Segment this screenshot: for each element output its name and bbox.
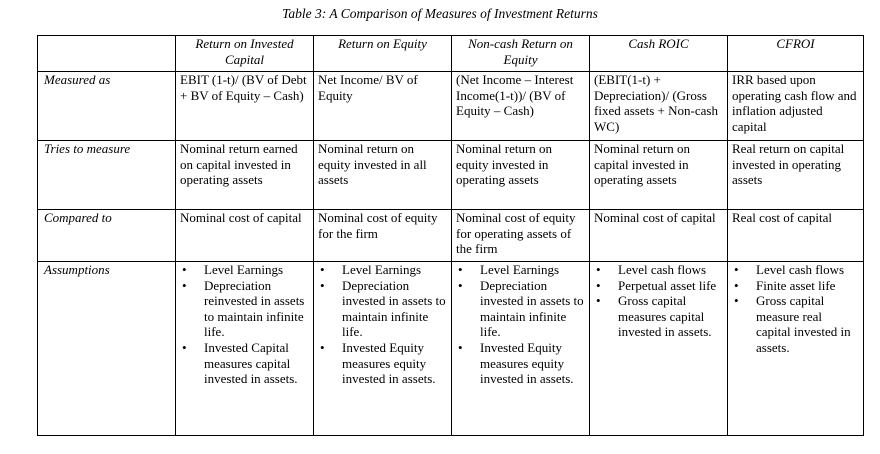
table-cell: Nominal return on capital invested in operating assets [590, 141, 728, 210]
list-item: • Depreciation invested in assets to maintain infinite life. [458, 277, 584, 340]
row-label-assumptions: Assumptions [38, 262, 176, 436]
row-label-tries-to-measure: Tries to measure [38, 141, 176, 210]
column-header-cfroi: CFROI [728, 36, 864, 72]
table-row-tries-to-measure [38, 141, 864, 210]
comparison-table [37, 35, 864, 436]
bullet-list [180, 262, 309, 387]
bullet-icon: • [182, 339, 187, 355]
bullet-icon: • [458, 262, 463, 277]
list-item: • Finite asset life [734, 277, 836, 293]
column-header-roic: Return on Invested Capital [176, 36, 314, 72]
bullet-list [594, 262, 723, 340]
list-item: • Invested Equity measures equity invested in assets. [320, 339, 436, 387]
row-label-compared-to: Compared to [38, 210, 176, 262]
table-cell: Nominal cost of equity for the firm [314, 210, 452, 262]
list-item: • Level Earnings [320, 262, 422, 277]
bullet-icon: • [734, 277, 739, 293]
list-item: • Depreciation invested in assets to maintain infinite life. [320, 277, 446, 340]
table-row-measured-as [38, 72, 864, 141]
bullet-icon: • [458, 339, 463, 355]
bullet-icon: • [320, 339, 325, 355]
bullet-icon: • [596, 262, 601, 277]
table-cell: Nominal return on equity invested in operating assets [452, 141, 590, 210]
list-item: • Invested Capital measures capital invested in assets. [182, 339, 298, 387]
bullet-list [732, 262, 859, 356]
bullet-icon: • [320, 262, 325, 277]
list-item: • Level cash flows [596, 262, 707, 277]
bullet-icon: • [182, 277, 187, 293]
column-header-cash-roic: Cash ROIC [590, 36, 728, 72]
bullet-icon: • [182, 262, 187, 277]
table-cell: (Net Income – Interest Income(1-t))/ (BV of Equity – Cash) [452, 72, 590, 141]
bullet-list [456, 262, 585, 387]
bullet-list [318, 262, 447, 387]
table-cell: Nominal cost of equity for operating assets of the firm [452, 210, 590, 262]
list-item: • Gross capital measures capital invested in assets. [596, 293, 712, 340]
column-header-noncash-roe: Non-cash Return on Equity [452, 36, 590, 72]
table-cell: EBIT (1-t)/ (BV of Debt + BV of Equity – Cash) [176, 72, 314, 141]
table-cell [452, 262, 590, 436]
list-item: • Gross capital measure real capital invested in assets. [734, 293, 851, 355]
list-item: • Perpetual asset life [596, 277, 717, 293]
table-cell: Nominal return earned on capital invested in operating assets [176, 141, 314, 210]
table-cell: IRR based upon operating cash flow and inflation adjusted capital [728, 72, 864, 141]
table-row-assumptions [38, 262, 864, 436]
table-cell: Net Income/ BV of Equity [314, 72, 452, 141]
header-row [38, 36, 864, 72]
table-cell [728, 262, 864, 436]
table-cell: Nominal return on equity invested in all assets [314, 141, 452, 210]
table-cell: Real cost of capital [728, 210, 864, 262]
table-cell [176, 262, 314, 436]
bullet-icon: • [596, 277, 601, 293]
table-row-compared-to [38, 210, 864, 262]
table-cell: Nominal cost of capital [176, 210, 314, 262]
table-cell: Real return on capital invested in operating assets [728, 141, 864, 210]
bullet-icon: • [596, 293, 601, 309]
row-label-measured-as: Measured as [38, 72, 176, 141]
bullet-icon: • [734, 262, 739, 277]
bullet-icon: • [734, 293, 739, 309]
table-cell [590, 262, 728, 436]
bullet-icon: • [458, 277, 463, 293]
table-caption: Table 3: A Comparison of Measures of Investment Returns [282, 6, 598, 21]
list-item: • Level Earnings [458, 262, 560, 277]
bullet-icon: • [320, 277, 325, 293]
table-cell: (EBIT(1-t) + Depreciation)/ (Gross fixed assets + Non-cash WC) [590, 72, 728, 141]
corner-cell [38, 36, 176, 72]
table-cell: Nominal cost of capital [590, 210, 728, 262]
list-item: • Depreciation reinvested in assets to maintain infinite life. [182, 277, 305, 340]
table-cell [314, 262, 452, 436]
list-item: • Invested Equity measures equity invested in assets. [458, 339, 574, 387]
list-item: • Level cash flows [734, 262, 845, 277]
column-header-roe: Return on Equity [314, 36, 452, 72]
list-item: • Level Earnings [182, 262, 284, 277]
